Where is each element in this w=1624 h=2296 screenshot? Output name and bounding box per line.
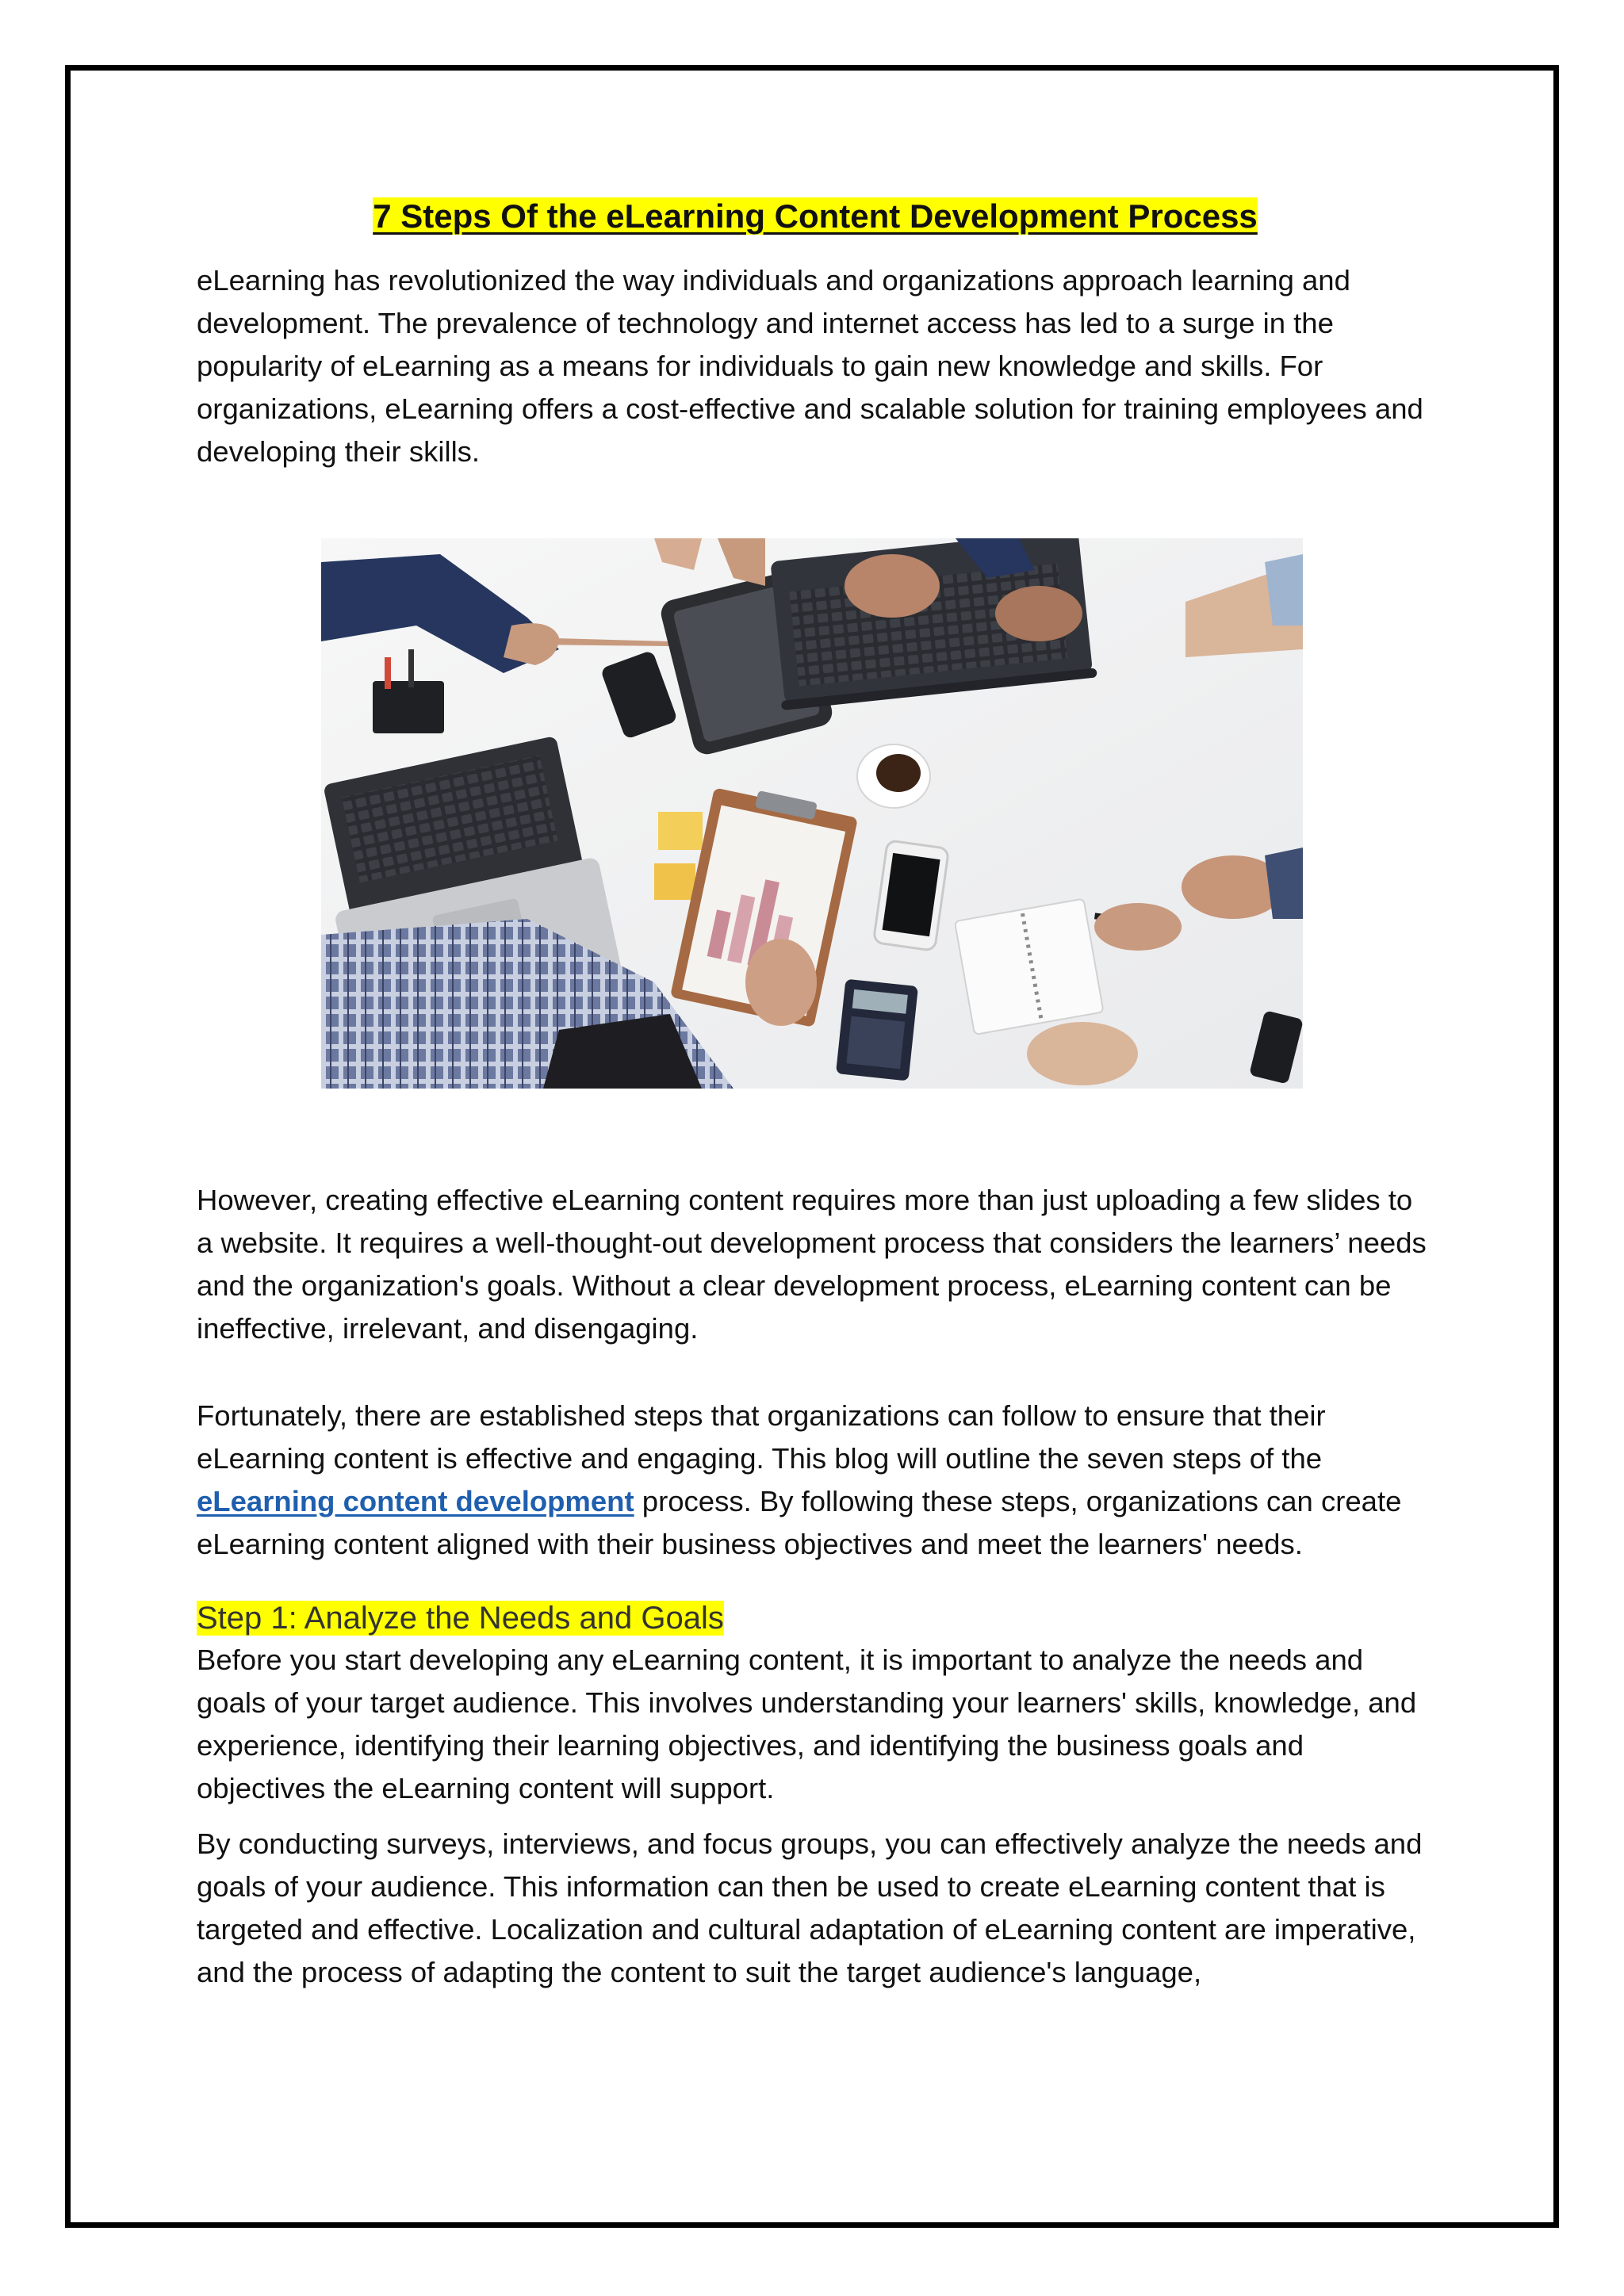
- paragraph-3: [197, 1395, 1434, 1566]
- step-1-heading-wrap: [197, 1598, 1434, 1639]
- document-title: 7 Steps Of the eLearning Content Development Process: [373, 197, 1258, 235]
- step-1-paragraph-2: By conducting surveys, interviews, and focus groups, you can effectively analyze the needs and goals of your audience. This information can then be used to create eLearning content that is targeted and effective. Localization and cultural adaptation of eLearning content are imperative, and the process of adapting the content to suit the target audience's language,: [197, 1827, 1423, 1988]
- step-1-paragraph-1: Before you start developing any eLearning content, it is important to analyze the needs and goals of your target audience. This involves understanding your learners' skills, knowledge, and experience, identifying their learning objectives, and identifying the business goals and objectives the eLearning content will support.: [197, 1643, 1417, 1804]
- intro-paragraph: eLearning has revolutionized the way individuals and organizations approach learning and development. The prevalence of technology and internet access has led to a surge in the popularity of eLearning as a means for individuals to gain new knowledge and skills. For organizations, eLearning offers a cost-effective and scalable solution for training employees and developing their skills.: [197, 263, 1423, 468]
- elearning-content-development-link[interactable]: eLearning content development: [197, 1484, 634, 1517]
- title-wrap: [197, 195, 1434, 239]
- document-body: [197, 195, 1434, 1994]
- paragraph-3-text-after-link: process. By following these steps, organizations can create eLearning content aligned with their business objectives and meet the learners' needs.: [197, 1484, 1402, 1560]
- paragraph-3-text-before-link: Fortunately, there are established steps that organizations can follow to ensure that their eLearning content is effective and engaging. This blog will outline the seven steps of the: [197, 1399, 1326, 1475]
- step-1-heading: Step 1: Analyze the Needs and Goals: [197, 1600, 724, 1636]
- paragraph-2: However, creating effective eLearning content requires more than just uploading a few slides to a website. It requires a well-thought-out development process that considers the learners’ needs and the organization's goals. Without a clear development process, eLearning content can be ineffective, irrelevant, and disengaging.: [197, 1183, 1427, 1345]
- team-meeting-photo: [321, 538, 1303, 1089]
